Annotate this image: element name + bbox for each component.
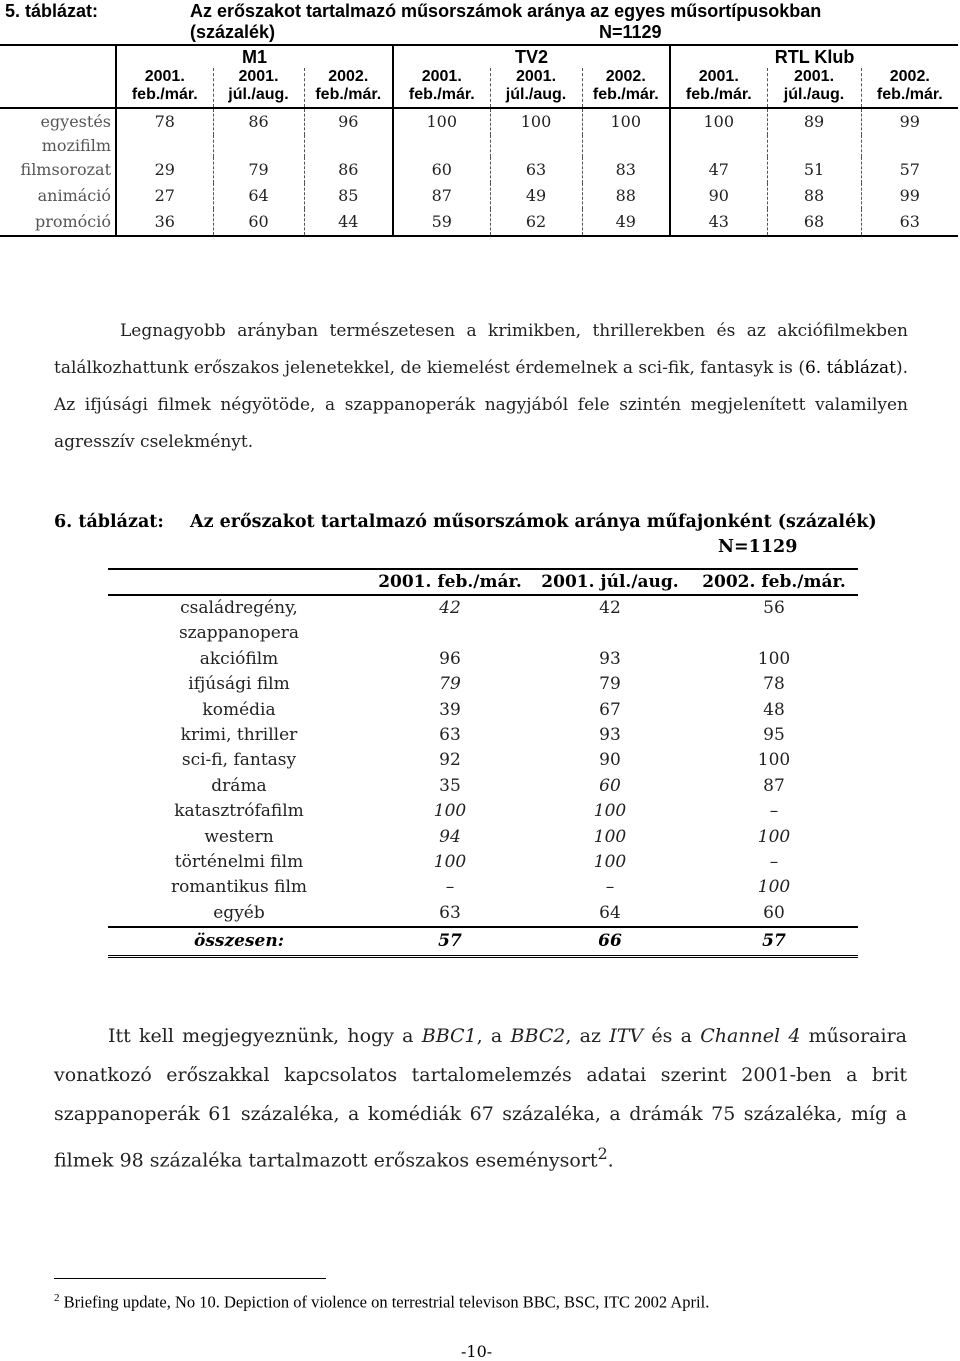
table-cell: 87	[393, 183, 490, 209]
table-cell: 99	[861, 183, 958, 209]
table-cell: 88	[767, 183, 861, 209]
total-cell: 66	[530, 927, 690, 957]
row-label: krimi, thriller	[180, 725, 298, 746]
channel-m1: M1	[116, 45, 393, 68]
row-label: ifjúsági film	[188, 674, 290, 695]
row-label: komédia	[202, 699, 276, 720]
table-cell: 92	[439, 750, 461, 771]
table-cell: 95	[763, 725, 785, 746]
table-cell: 85	[304, 183, 393, 209]
table-cell: 86	[304, 157, 393, 183]
row-label: filmsorozat	[20, 160, 111, 179]
table-cell: 99	[861, 108, 958, 135]
table-cell: 63	[490, 157, 582, 183]
table-cell: 64	[213, 183, 304, 209]
table-cell: 39	[439, 699, 461, 720]
table-cell: 78	[763, 674, 785, 695]
row-label: szappanopera	[178, 623, 300, 644]
table-cell: 79	[213, 157, 304, 183]
paragraph-2: Itt kell megjegyeznünk, hogy a BBC1, a BBC2, az ITV és a Channel 4 műsoraira vonatkozó erőszakkal kapcsolatos tartalomelemzés adatai szerint 2001-ben a brit szappanoperák 61 százaléka, a komédiák 67 százaléka, a drámák 75 százaléka, míg a filmek 98 százaléka tartalmazott erőszakos eseménysort$^2$.	[54, 1025, 907, 1172]
column-header: 2002. feb./már.	[690, 569, 858, 595]
channel-tv2: TV2	[393, 45, 670, 68]
table-cell: 44	[304, 209, 393, 236]
table-cell: 51	[767, 157, 861, 183]
table-cell: 100	[593, 801, 627, 822]
table-cell: 89	[767, 108, 861, 135]
table-cell: –	[445, 877, 455, 898]
row-label: romantikus film	[170, 877, 308, 898]
table-cell: 100	[670, 108, 767, 135]
period-header: 2001. feb./már.	[670, 68, 767, 108]
table6-n: N=1129	[718, 537, 798, 557]
table-cell: 29	[116, 157, 213, 183]
table-cell: 93	[599, 648, 621, 669]
table-cell: 100	[433, 801, 467, 822]
table6	[108, 568, 858, 958]
table-cell: 27	[116, 183, 213, 209]
table-cell: 62	[490, 209, 582, 236]
table-cell: 63	[439, 902, 461, 923]
table-cell: 59	[393, 209, 490, 236]
column-header: 2001. júl./aug.	[530, 569, 690, 595]
table-cell: 96	[439, 648, 461, 669]
row-label: animáció	[37, 186, 111, 205]
table-cell: –	[769, 801, 779, 822]
table-cell: 83	[582, 157, 670, 183]
table-cell: 57	[861, 157, 958, 183]
period-header: 2001. feb./már.	[116, 68, 213, 108]
table-cell: 94	[439, 826, 461, 847]
table-cell: 90	[599, 750, 621, 771]
footnote: $^2$ Briefing update, No 10. Depiction of violence on terrestrial televison BBC, BSC, ITC 2002 April.	[54, 1292, 710, 1312]
table-cell: 63	[861, 209, 958, 236]
table-cell: 60	[599, 775, 621, 796]
table-cell: 36	[116, 209, 213, 236]
table-cell: 100	[757, 648, 791, 669]
table-cell: –	[605, 877, 615, 898]
row-label: promóció	[0, 209, 116, 236]
total-cell: 57	[690, 927, 858, 957]
table-cell: 100	[757, 750, 791, 771]
row-label: akciófilm	[199, 648, 279, 669]
row-label: egyestés	[40, 112, 111, 131]
row-label: western	[204, 826, 274, 847]
table-cell: 60	[763, 902, 785, 923]
row-label: sci-fi, fantasy	[181, 750, 297, 771]
table-cell: 49	[582, 209, 670, 236]
table-cell: 100	[757, 877, 791, 898]
table-cell: 93	[599, 725, 621, 746]
row-label: dráma	[211, 775, 267, 796]
table6-number: 6. táblázat:	[54, 512, 164, 532]
period-header: 2002. feb./már.	[861, 68, 958, 108]
table-cell: 64	[599, 902, 621, 923]
footnote-separator	[54, 1278, 326, 1279]
table-cell: 49	[490, 183, 582, 209]
total-cell: 57	[370, 927, 530, 957]
period-header: 2001. feb./már.	[393, 68, 490, 108]
period-header: 2001. júl./aug.	[767, 68, 861, 108]
table-cell: 90	[670, 183, 767, 209]
row-label: családregény,	[180, 598, 298, 618]
table5-title: Az erőszakot tartalmazó műsorszámok aránya az egyes műsortípusokban	[190, 1, 822, 21]
table-cell: 42	[599, 598, 621, 618]
table-cell: 42	[439, 598, 461, 618]
table-cell: 86	[213, 108, 304, 135]
table-cell: –	[769, 852, 779, 873]
period-header: 2001. júl./aug.	[213, 68, 304, 108]
table-cell: 43	[670, 209, 767, 236]
table5	[0, 44, 958, 237]
paragraph-1: Legnagyobb arányban természetesen a krimikben, thrillerekben és az akciófilmekben találkozhattunk erőszakos jelenetekkel, de kiemelést érdemelnek a sci-fik, fantasyk is (6. táblázat). Az ifjúsági filmek négyötöde, a szappanoperák nagyjából fele szintén megjelenített valamilyen agresszív cselekményt.	[54, 321, 909, 452]
footnote-ref[interactable]: 2	[597, 1144, 608, 1163]
row-label: mozifilm	[41, 136, 111, 155]
period-header: 2001. júl./aug.	[490, 68, 582, 108]
table-cell: 79	[439, 674, 461, 695]
period-header: 2002. feb./már.	[582, 68, 670, 108]
channel-rtl: RTL Klub	[670, 45, 958, 68]
row-label: egyéb	[213, 902, 265, 923]
table-cell: 100	[433, 852, 467, 873]
table5-title-unit: (százalék)	[190, 22, 276, 42]
table-cell: 47	[670, 157, 767, 183]
table-cell: 88	[582, 183, 670, 209]
row-label: történelmi film	[174, 852, 304, 873]
table-cell: 100	[593, 826, 627, 847]
table-cell: 60	[213, 209, 304, 236]
table-cell: 60	[393, 157, 490, 183]
table-cell: 67	[599, 699, 621, 720]
table-cell: 48	[763, 699, 785, 720]
table-cell: 35	[439, 775, 461, 796]
period-header: 2002. feb./már.	[304, 68, 393, 108]
table-cell: 79	[599, 674, 621, 695]
table-cell: 100	[593, 852, 627, 873]
total-label: összesen:	[108, 927, 370, 957]
table-cell: 56	[763, 598, 785, 618]
table-cell: 87	[763, 775, 785, 796]
page-number: -10-	[461, 1342, 493, 1361]
column-header: 2001. feb./már.	[370, 569, 530, 595]
table-cell: 100	[582, 108, 670, 135]
table-cell: 78	[116, 108, 213, 135]
table-cell: 63	[439, 725, 461, 746]
table-cell: 100	[757, 826, 791, 847]
table5-n: N=1129	[599, 22, 662, 42]
table-cell: 100	[490, 108, 582, 135]
table-cell: 68	[767, 209, 861, 236]
table5-number: 5. táblázat:	[5, 1, 99, 21]
table6-title: Az erőszakot tartalmazó műsorszámok aránya műfajonként (százalék)	[190, 512, 877, 532]
table-cell: 96	[304, 108, 393, 135]
table-cell: 100	[393, 108, 490, 135]
row-label: katasztrófafilm	[174, 801, 304, 822]
